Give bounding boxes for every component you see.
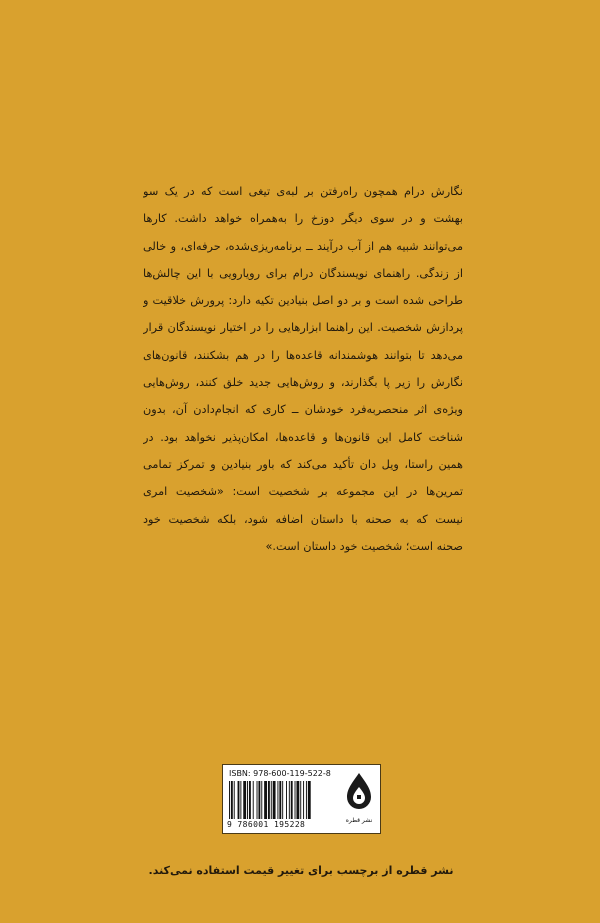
blurb-line: ویژه‌ی اثر منحصربه‌فرد خودشان ــ کاری که انجام‌دادن آن، بدون [143,403,463,417]
blurb-line: تمرین‌ها در این مجموعه بر شخصیت است: «شخصیت امری [143,485,463,499]
price-notice: نشر قطره از برچسب برای تغییر قیمت استفاده نمی‌کند. [148,864,454,877]
blurb-line: شناخت کامل این قانون‌ها و قاعده‌ها، امکان‌پذیر نخواهد بود. در [143,430,463,444]
barcode-bars [229,781,337,819]
blurb-line: نیست که به صحنه با داستان اضافه شود، بلکه شخصیت خود [143,512,463,526]
publisher-logo-text: نشر قطره [345,817,373,824]
blurb-line: پردازش شخصیت. این راهنما ابزارهایی را در اختیار نویسندگان قرار [143,321,463,335]
blurb-text [143,178,463,560]
blurb-line: نگارش را زیر پا بگذارند، و روش‌هایی جدید خلق کنند، روش‌هایی [143,376,463,390]
blurb-line: می‌دهد تا بتوانند هوشمندانه قاعده‌ها را در هم بشکنند، قانون‌های [143,348,463,362]
isbn-digits: 9 786001 195228 [227,820,306,829]
blurb-line: نگارش درام همچون راه‌رفتن بر لبه‌ی تیغی است که در یک سو [143,185,463,198]
blurb-line: طراحی شده است و بر دو اصل بنیادین تکیه دارد: پرورش خلاقیت و [143,294,463,308]
blurb-line: همین راستا، ویل دان تأکید می‌کند که باور بنیادین و تمرکز تمامی [143,457,463,471]
isbn-label: ISBN: 978-600-119-522-8 [229,769,331,778]
barcode-box [222,764,381,834]
blurb-line: صحنه است؛ شخصیت خود داستان است.» [265,539,463,553]
blurb-line: از زندگی. راهنمای نویسندگان درام برای رویارویی با این چالش‌ها [143,266,463,280]
blurb-line: می‌توانند شبیه هم از آب درآیند ــ برنامه‌ریزی‌شده، حرفه‌ای، و خالی [143,239,463,253]
publisher-logo-icon [344,771,374,811]
blurb-line: بهشت و در سوی دیگر دوزخ را به‌همراه خواهد داشت. کارها [143,212,463,226]
